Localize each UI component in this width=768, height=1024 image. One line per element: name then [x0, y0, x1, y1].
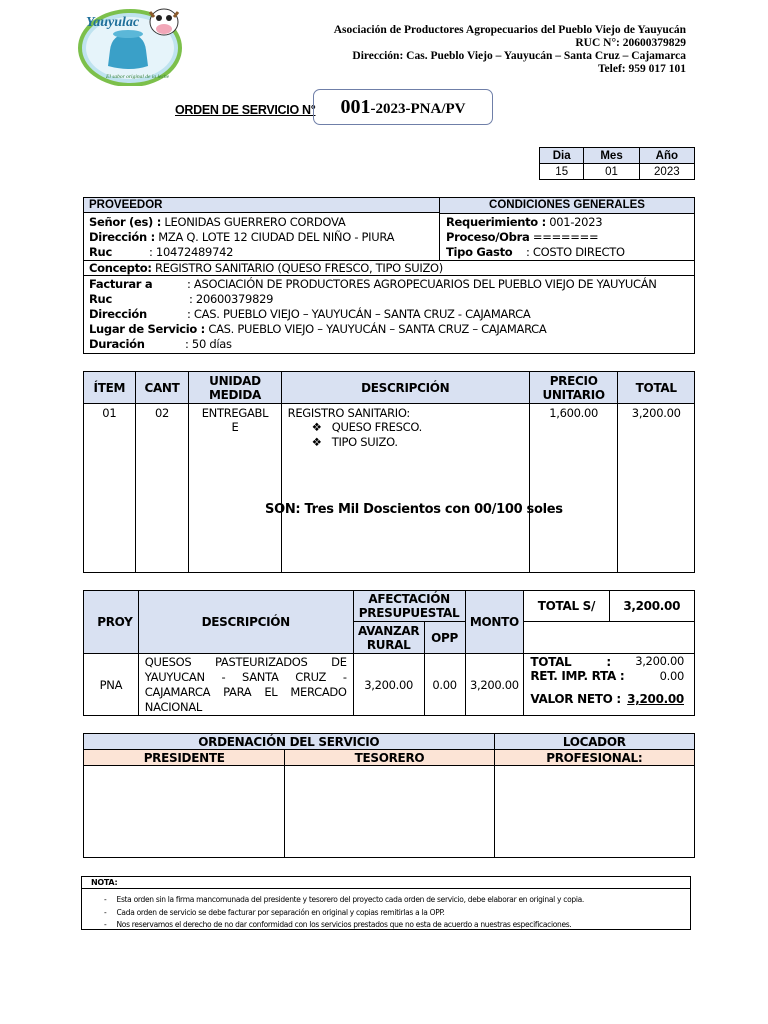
total-s-value: 3,200.00 — [609, 591, 695, 622]
budget-description-header: DESCRIPCIÓN — [138, 591, 353, 654]
lugar-label: Lugar de Servicio : — [89, 322, 205, 336]
tipo-gasto-value: : COSTO DIRECTO — [526, 245, 625, 259]
ruc2-label: Ruc — [89, 292, 112, 306]
facturar-label: Facturar a — [89, 277, 153, 291]
summary-ret-value: 0.00 — [659, 669, 684, 683]
organization-ruc: RUC N°: 20600379829 — [575, 37, 686, 49]
total-s-label: TOTAL S/ — [524, 591, 609, 622]
summary-ret-label: RET. IMP. RTA : — [530, 669, 625, 683]
tipo-gasto-label: Tipo Gasto — [446, 245, 513, 259]
date-day: 15 — [540, 164, 584, 180]
budget-table — [83, 590, 695, 716]
item-number: 01 — [84, 404, 136, 573]
organization-phone: Telef: 959 017 101 — [597, 63, 686, 75]
table-row — [84, 654, 695, 716]
senor-value: LEONIDAS GUERRERO CORDOVA — [164, 215, 346, 229]
profesional-header: PROFESIONAL: — [494, 750, 694, 766]
budget-avanzar: 3,200.00 — [353, 654, 424, 716]
order-label: ORDEN DE SERVICIO N° — [175, 103, 316, 117]
logo-brand-text: Yauyulac — [86, 15, 140, 30]
logo-tagline: El sabor original de la leche — [106, 74, 170, 80]
diamond-bullet-icon: ❖ — [311, 435, 322, 449]
bullet-item: ❖ QUESO FRESCO. — [311, 420, 423, 434]
provider-header: PROVEEDOR — [84, 198, 440, 213]
direccion-label: Dirección : — [89, 230, 155, 244]
signatures-table — [83, 733, 695, 858]
summary-total-label: TOTAL — [530, 655, 572, 669]
requerimiento-value: 001-2023 — [549, 215, 603, 229]
item-unit-price: 1,600.00 — [529, 404, 618, 573]
order-number: 001 — [340, 96, 371, 118]
items-table — [83, 371, 695, 573]
date-year: 2023 — [639, 164, 694, 180]
budget-summary — [524, 654, 695, 716]
note-title: NOTA: — [82, 877, 690, 889]
presidente-signature-area — [84, 766, 285, 858]
requerimiento-label: Requerimiento : — [446, 215, 546, 229]
item-total: 3,200.00 — [618, 404, 695, 573]
ordenacion-header: ORDENACIÓN DEL SERVICIO — [84, 734, 495, 750]
date-day-header: Dia — [540, 148, 584, 164]
item-quantity: 02 — [135, 404, 189, 573]
summary-neto-label: VALOR NETO : — [530, 692, 621, 706]
budget-description: QUESOS PASTEURIZADOS DE YAUYUCAN - SANTA CRUZ - CAJAMARCA PARA EL MERCADO NACIONAL — [138, 654, 353, 716]
budget-proy: PNA — [84, 654, 139, 716]
tesorero-signature-area — [285, 766, 494, 858]
date-table — [539, 147, 695, 180]
descripcion-header: DESCRIPCIÓN — [281, 372, 529, 404]
note-section — [81, 876, 691, 930]
ruc2-value: : 20600379829 — [189, 292, 274, 306]
opp-header: OPP — [424, 622, 465, 654]
duracion-label: Duración — [89, 337, 145, 351]
order-number-suffix: -2023-PNA/PV — [370, 101, 466, 117]
lugar-value: CAS. PUEBLO VIEJO – YAUYUCÁN – SANTA CRUZ – CAJAMARCA — [208, 322, 547, 336]
total-header: TOTAL — [618, 372, 695, 404]
date-year-header: Año — [639, 148, 694, 164]
proy-header: PROY — [84, 591, 139, 654]
date-month: 01 — [584, 164, 639, 180]
locador-header: LOCADOR — [494, 734, 694, 750]
senor-label: Señor (es) : — [89, 215, 162, 229]
afectacion-header: AFECTACIÓN PRESUPUESTAL — [353, 591, 465, 622]
order-number-box — [313, 89, 493, 125]
cant-header: CANT — [135, 372, 189, 404]
table-row — [84, 404, 695, 573]
item-description-cell — [281, 404, 529, 573]
diamond-bullet-icon: ❖ — [311, 420, 322, 434]
date-month-header: Mes — [584, 148, 639, 164]
summary-total-colon: : — [606, 655, 611, 669]
presidente-header: PRESIDENTE — [84, 750, 285, 766]
provider-section — [83, 197, 695, 354]
proceso-value: : ======= — [526, 230, 599, 244]
note-line: - Cada orden de servicio se debe facturar por separación en original y copias remitirlas a la OPP. — [104, 907, 584, 920]
precio-header: PRECIO UNITARIO — [529, 372, 618, 404]
summary-neto-value: 3,200.00 — [627, 692, 684, 706]
direccion-value: MZA Q. LOTE 12 CIUDAD DEL NIÑO - PIURA — [158, 230, 395, 244]
unidad-header: UNIDAD MEDIDA — [189, 372, 281, 404]
ruc-label: Ruc — [89, 245, 112, 259]
direccion2-value: : CAS. PUEBLO VIEJO – YAUYUCÁN – SANTA CRUZ - CAJAMARCA — [187, 307, 531, 321]
note-line: - Nos reservamos el derecho de no dar conformidad con los servicios prestados que no esta de acuerdo a nuestras especificaciones. — [104, 919, 584, 932]
item-unit: ENTREGABLE — [189, 404, 281, 573]
budget-opp: 0.00 — [424, 654, 465, 716]
monto-header: MONTO — [465, 591, 524, 654]
organization-header — [334, 24, 686, 76]
avanzar-header: AVANZAR RURAL — [353, 622, 424, 654]
item-description: REGISTRO SANITARIO: — [287, 406, 411, 420]
bullet-item: ❖ TIPO SUIZO. — [311, 435, 398, 449]
conditions-header: CONDICIONES GENERALES — [440, 198, 694, 214]
note-line: - Esta orden sin la firma mancomunada del presidente y tesorero del proyecto cada orden de servicio, debe elaborar en original y copia. — [104, 894, 584, 907]
amount-in-words: SON: Tres Mil Doscientos con 00/100 soles — [265, 502, 563, 517]
proceso-label: Proceso/Obra — [446, 230, 530, 244]
budget-monto: 3,200.00 — [465, 654, 524, 716]
company-logo — [78, 4, 188, 86]
organization-name: Asociación de Productores Agropecuarios del Pueblo Viejo de Yauyucán — [333, 24, 686, 36]
tesorero-header: TESORERO — [285, 750, 494, 766]
duracion-value: : 50 días — [185, 337, 232, 351]
summary-total-value: 3,200.00 — [635, 654, 684, 668]
facturar-value: : ASOCIACIÓN DE PRODUCTORES AGROPECUARIOS DEL PUEBLO VIEJO DE YAUYUCÁN — [187, 277, 657, 291]
item-header: ÍTEM — [84, 372, 136, 404]
concepto-value: REGISTRO SANITARIO (QUESO FRESCO, TIPO SUIZO) — [155, 261, 443, 275]
direccion2-label: Dirección — [89, 307, 147, 321]
profesional-signature-area — [494, 766, 694, 858]
concepto-label: Concepto: — [89, 261, 152, 275]
organization-address: Dirección: Cas. Pueblo Viejo – Yauyucán – Santa Cruz – Cajamarca — [352, 50, 686, 62]
ruc-value: : 10472489742 — [149, 245, 234, 259]
